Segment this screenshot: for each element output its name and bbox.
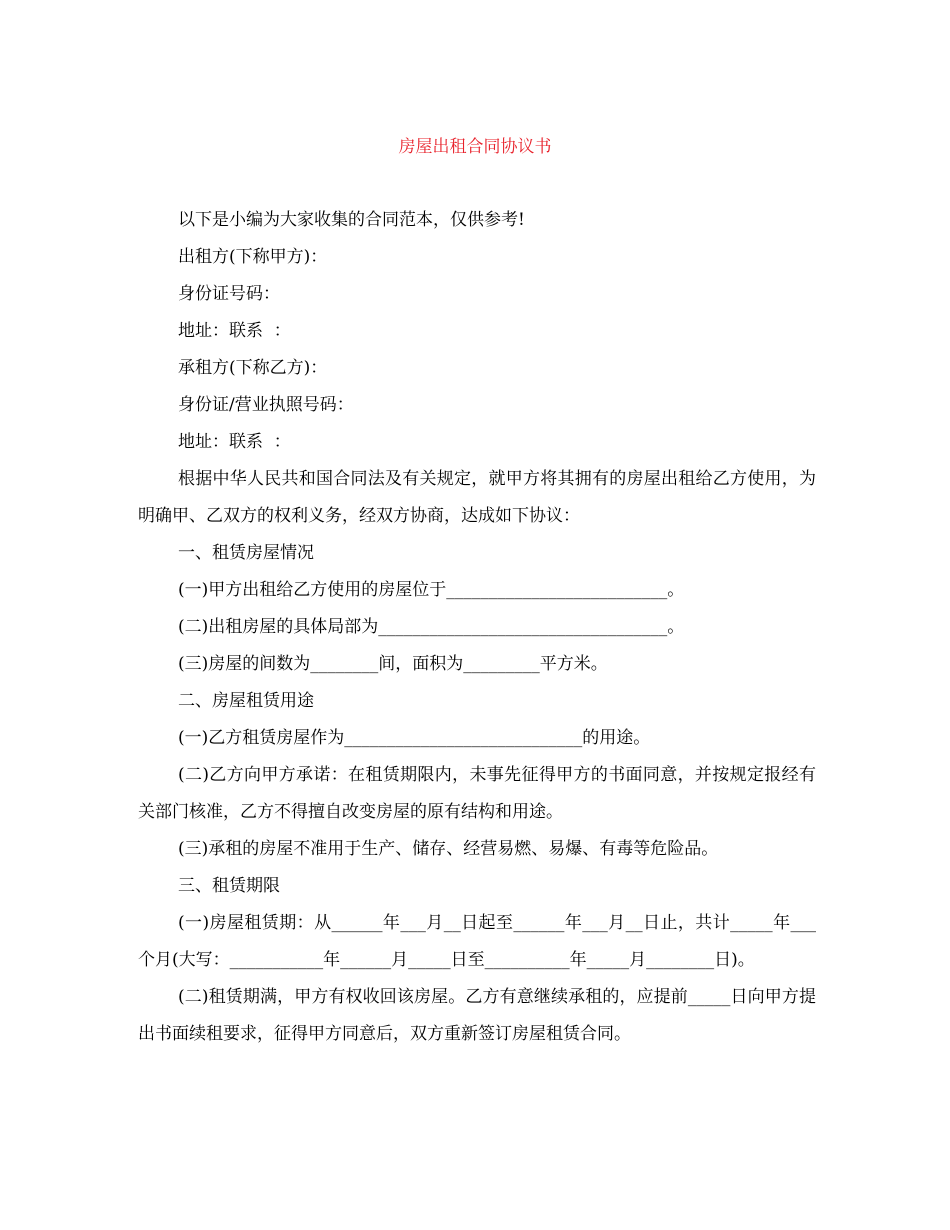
section-heading-1: 一、租赁房屋情况 [178,543,314,563]
lessor-address-label: 地址：联系 ： [178,321,291,341]
preamble-paragraph: 根据中华人民共和国合同法及有关规定，就甲方将其拥有的房屋出租给乙方使用，为明确甲、乙双方的权利义务，经双方协商，达成如下协议： [138,469,816,526]
document-title: 房屋出租合同协议书 [398,137,552,157]
clause-2-3: (三)承租的房屋不准用于生产、储存、经营易燃、易爆、有毒等危险品。 [178,839,719,859]
clause-2-1: (一)乙方租赁房屋作为____________________________的用途。 [178,728,651,748]
document-body [138,202,816,1053]
lessee-id-label: 身份证/营业执照号码： [178,395,354,415]
lessor-id-label: 身份证号码： [178,284,280,304]
section-heading-3: 三、租赁期限 [178,876,280,896]
clause-1-1: (一)甲方出租给乙方使用的房屋位于__________________________。 [178,580,685,600]
intro-note: 以下是小编为大家收集的合同范本，仅供参考! [178,210,525,230]
clause-3-2: (二)租赁期满，甲方有权收回该房屋。乙方有意继续承租的，应提前_____日向甲方提出书面续租要求，征得甲方同意后，双方重新签订房屋租赁合同。 [138,987,816,1044]
section-heading-2: 二、房屋租赁用途 [178,691,314,711]
lessee-address-label: 地址：联系 ： [178,432,291,452]
clause-1-2: (二)出租房屋的具体局部为__________________________________。 [178,617,685,637]
lessor-label: 出租方(下称甲方)： [178,247,328,267]
lessee-label: 承租方(下称乙方)： [178,358,328,378]
clause-2-2: (二)乙方向甲方承诺：在租赁期限内，未事先征得甲方的书面同意，并按规定报经有关部门核准，乙方不得擅自改变房屋的原有结构和用途。 [138,765,816,822]
clause-1-3: (三)房屋的间数为________间，面积为_________平方米。 [178,654,608,674]
clause-3-1: (一)房屋租赁期：从______年___月__日起至______年___月__日止，共计_____年___个月(大写：___________年______月_____日至__________年_____月________日)。 [138,913,816,970]
